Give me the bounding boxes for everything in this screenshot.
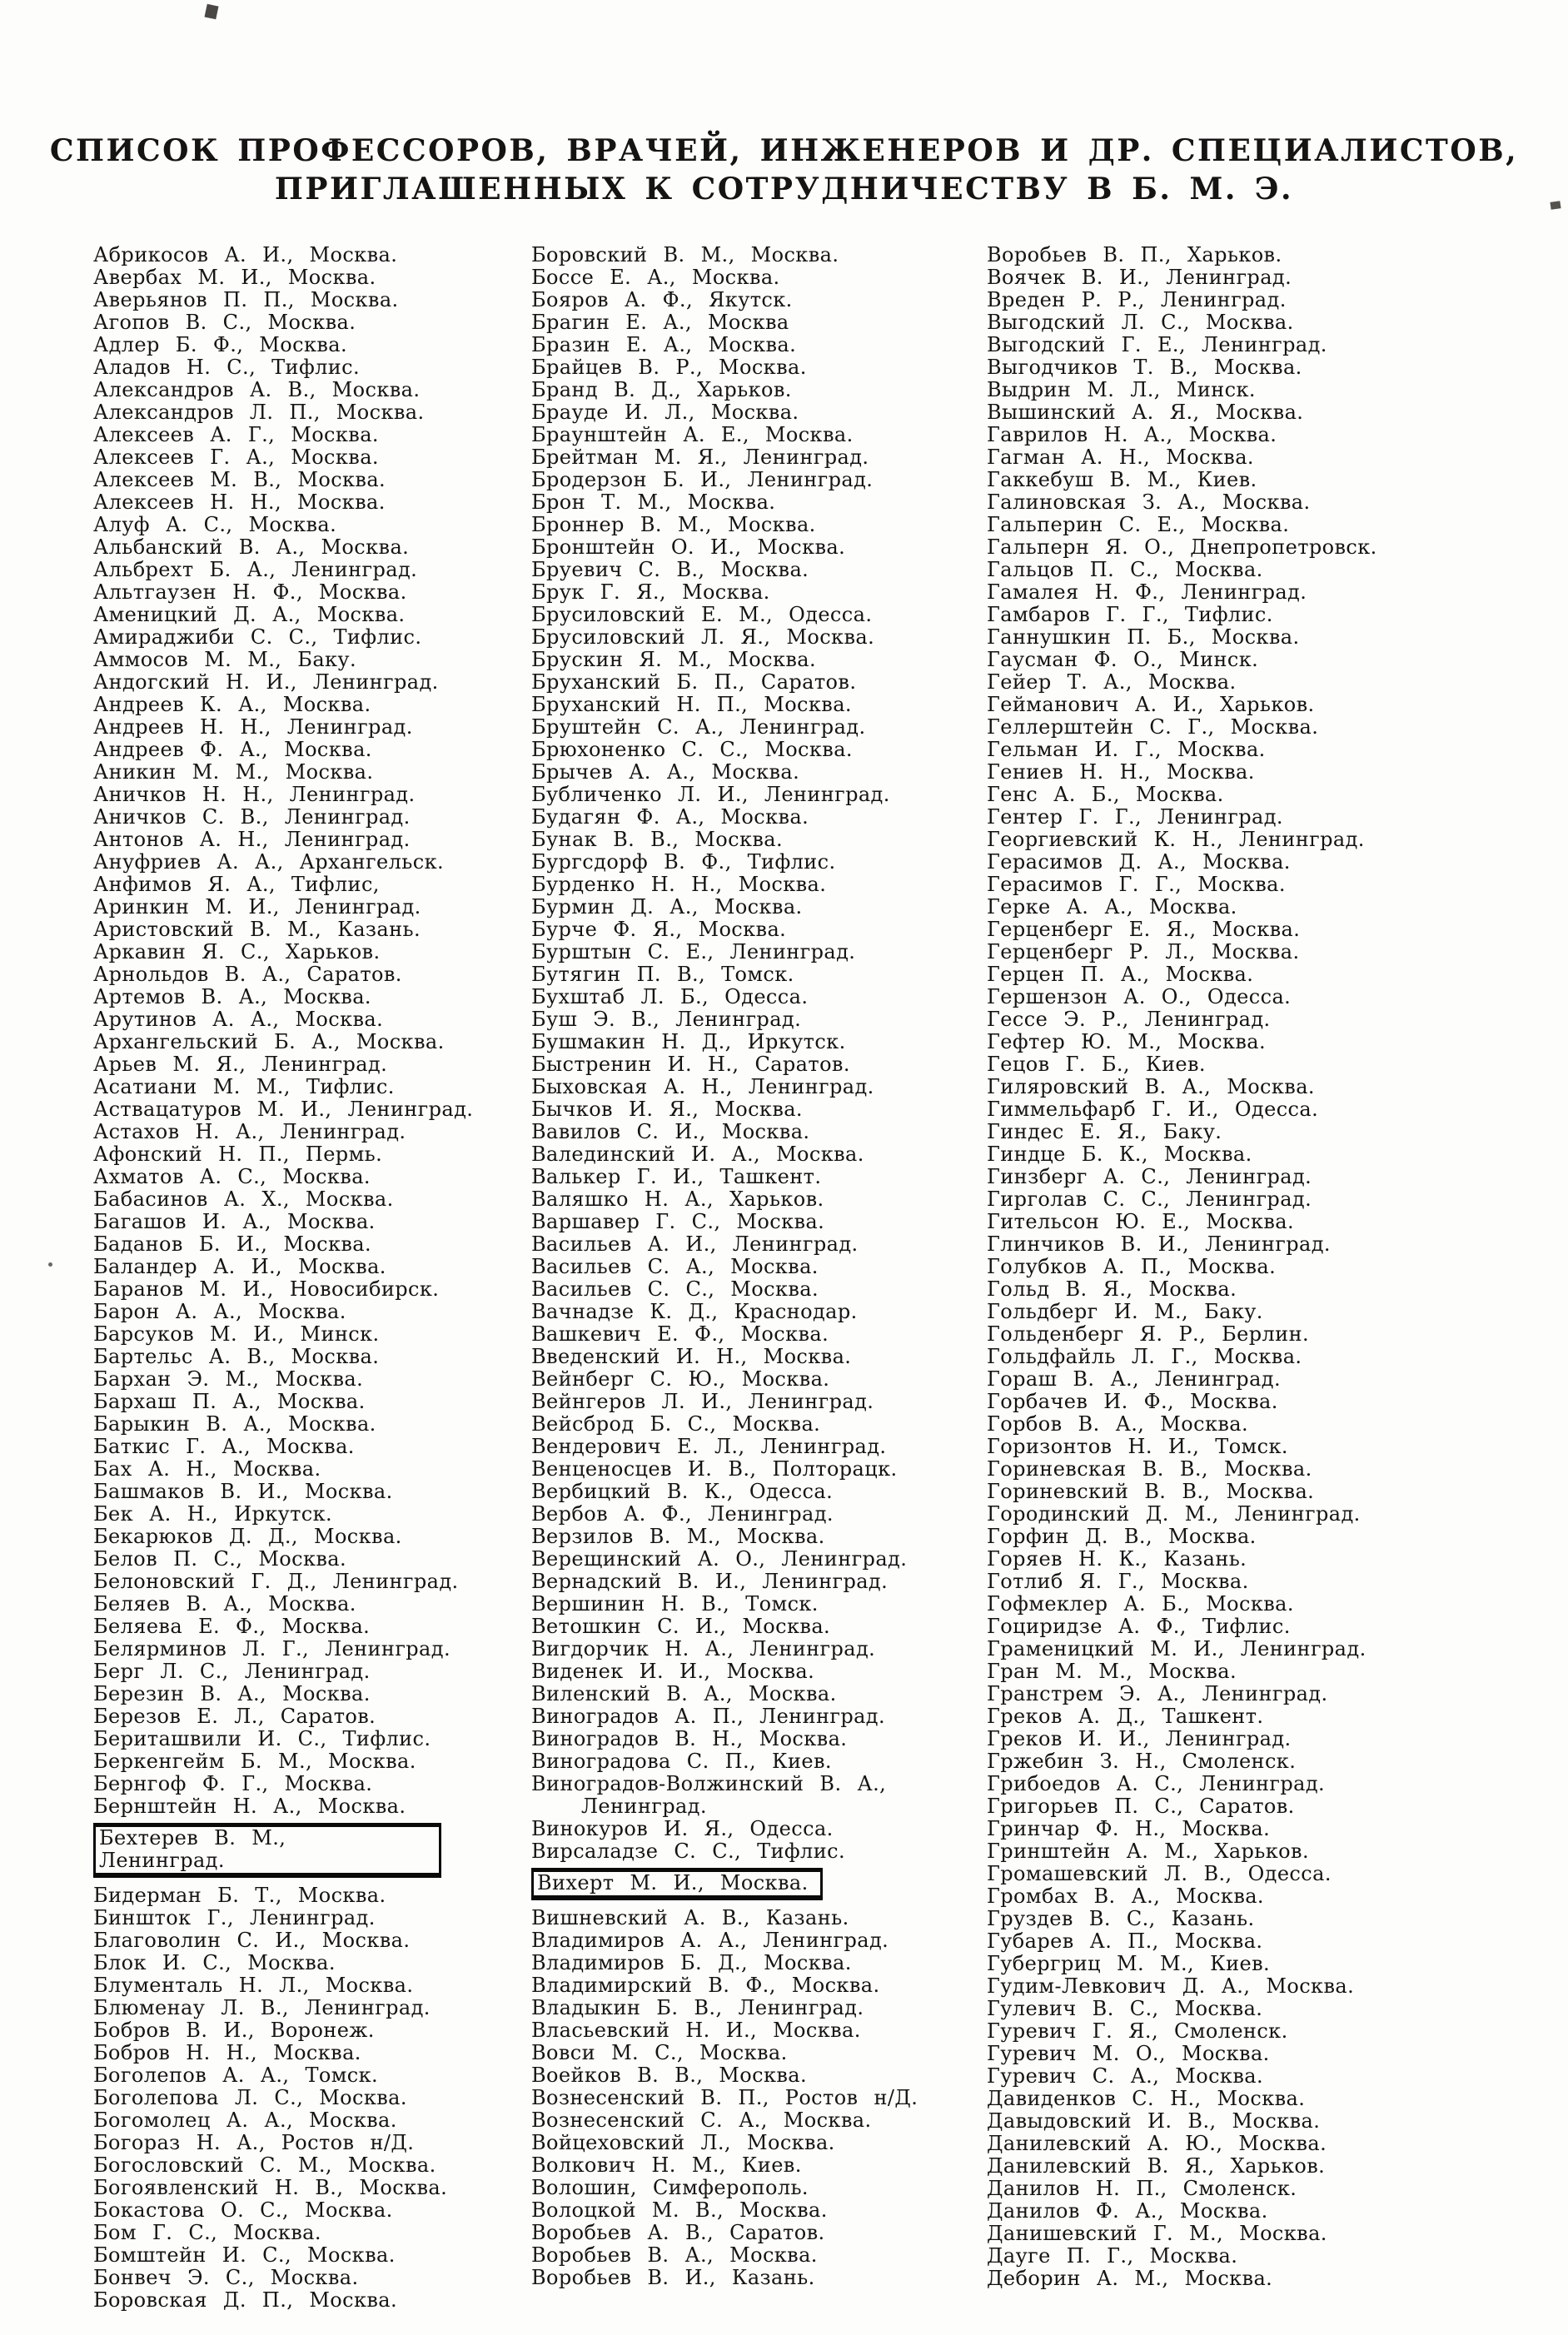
list-entry: Гаврилов Н. А., Москва. [987,423,1277,446]
list-entry: Гржебин З. Н., Смоленск. [987,1750,1297,1773]
list-entry: Андреев Ф. А., Москва. [93,738,372,761]
list-entry: Алексеев М. В., Москва. [93,468,386,491]
list-entry: Вышинский А. Я., Москва. [987,401,1304,424]
list-entry: Астахов Н. А., Ленинград. [93,1120,406,1143]
list-entry: Горяев Н. К., Казань. [987,1547,1247,1571]
list-entry: Андреев Н. Н., Ленинград. [93,715,413,739]
list-entry: Белярминов Л. Г., Ленинград. [93,1637,450,1660]
list-entry: Брусиловский Л. Я., Москва. [531,625,875,649]
list-entry: Бонвеч Э. С., Москва. [93,2266,359,2289]
list-entry: Брайцев В. Р., Москва. [531,356,807,379]
list-entry: Валяшко Н. А., Харьков. [531,1187,824,1211]
list-entry: Бруштейн С. А., Ленинград. [531,715,866,739]
list-entry: Аркавин Я. С., Харьков. [93,940,381,963]
list-entry: Венценосцев И. В., Полторацк. [531,1457,898,1481]
list-entry: Алексеев Г. А., Москва. [93,446,379,469]
list-entry: Герасимов Г. Г., Москва. [987,873,1286,896]
list-entry: Брычев А. А., Москва. [531,760,800,784]
boxed-entry: Вихерт М. И., Москва. [531,1868,823,1900]
list-entry: Бруханский Б. П., Саратов. [531,670,857,694]
list-entry: Абрикосов А. И., Москва. [93,243,398,266]
list-entry: Гиндес Е. Я., Баку. [987,1120,1222,1143]
list-entry: Александров А. В., Москва. [93,378,421,401]
list-entry: Гудим-Левкович Д. А., Москва. [987,1974,1355,1998]
list-entry: Воробьев А. В., Саратов. [531,2221,825,2244]
list-entry: Бом Г. С., Москва. [93,2221,321,2244]
list-entry: Березин В. А., Москва. [93,1682,371,1705]
list-entry: Бурмин Д. А., Москва. [531,895,803,919]
list-entry: Голубков А. П., Москва. [987,1255,1277,1278]
list-entry: Гамбаров Г. Г., Тифлис. [987,603,1273,626]
list-entry: Гиммельфарб Г. И., Одесса. [987,1098,1319,1121]
list-entry: Башмаков В. И., Москва. [93,1480,393,1503]
list-entry: Геллерштейн С. Г., Москва. [987,715,1319,739]
list-entry: Выгодский Л. С., Москва. [987,311,1294,334]
list-entry: Виноградова С. П., Киев. [531,1750,832,1773]
list-entry: Вейнберг С. Ю., Москва. [531,1367,830,1391]
list-entry: Аничков Н. Н., Ленинград. [93,783,416,806]
list-entry: Биншток Г., Ленинград. [93,1906,376,1929]
scan-artifact [204,4,218,20]
list-entry: Гиндце Б. К., Москва. [987,1143,1252,1166]
list-entry: Агопов В. С., Москва. [93,311,356,334]
list-entry: Андреев К. А., Москва. [93,693,371,716]
list-entry: Бабасинов А. Х., Москва. [93,1187,394,1211]
list-entry: Граменицкий М. И., Ленинград. [987,1637,1366,1660]
list-entry: Гальперн Я. О., Днепропетровск. [987,535,1377,559]
list-entry: Григорьев П. С., Саратов. [987,1795,1295,1818]
list-entry: Гентер Г. Г., Ленинград. [987,805,1283,829]
list-entry: Вознесенский С. А., Москва. [531,2108,872,2132]
list-entry: Бычков И. Я., Москва. [531,1098,803,1121]
list-entry: Браунштейн А. Е., Москва. [531,423,854,446]
list-entry: Будагян Ф. А., Москва. [531,805,809,829]
list-entry: Аменицкий Д. А., Москва. [93,603,406,626]
list-entry: Бобров Н. Н., Москва. [93,2041,361,2064]
list-entry: Вовси М. С., Москва. [531,2041,788,2064]
list-entry: Герценберг Р. Л., Москва. [987,940,1300,963]
list-entry: Васильев А. И., Ленинград. [531,1232,859,1256]
list-entry: Вознесенский В. П., Ростов н/Д. [531,2086,918,2109]
list-entry: Баранов М. И., Новосибирск. [93,1277,440,1301]
list-entry: Гецов Г. Б., Киев. [987,1053,1206,1076]
list-entry: Виноградов А. П., Ленинград. [531,1705,886,1728]
list-entry: Дауге П. Г., Москва. [987,2244,1238,2268]
list-entry: Богоявленский Н. В., Москва. [93,2176,448,2199]
list-entry: Георгиевский К. Н., Ленинград. [987,828,1365,851]
list-entry: Аладов Н. С., Тифлис. [93,356,361,379]
list-entry: Бах А. Н., Москва. [93,1457,321,1481]
list-entry: Гершензон А. О., Одесса. [987,985,1292,1008]
list-entry: Бронштейн О. И., Москва. [531,535,846,559]
list-entry: Анфимов Я. А., Тифлис, [93,873,380,896]
list-entry: Данилевский В. Я., Харьков. [987,2154,1326,2178]
list-entry: Бояров А. Ф., Якутск. [531,288,793,311]
list-entry: Бобров В. И., Воронеж. [93,2019,375,2042]
list-entry: Выдрин М. Л., Минск. [987,378,1256,401]
list-entry: Вендерович Е. Л., Ленинград. [531,1435,887,1458]
page-title [0,132,1568,208]
list-entry: Бродерзон Б. И., Ленинград. [531,468,874,491]
list-entry: Выгодчиков Т. В., Москва. [987,356,1302,379]
list-entry: Данишевский Г. М., Москва. [987,2222,1327,2245]
list-entry: Аствацатуров М. И., Ленинград. [93,1098,474,1121]
list-entry: Бомштейн И. С., Москва. [93,2243,396,2267]
list-entry: Арьев М. Я., Ленинград. [93,1053,388,1076]
list-entry: Горбачев И. Ф., Москва. [987,1390,1278,1413]
list-entry: Гамалея Н. Ф., Ленинград. [987,580,1307,604]
list-entry: Артемов В. А., Москва. [93,985,371,1008]
list-entry: Алексеев А. Г., Москва. [93,423,379,446]
list-entry: Владыкин Б. В., Ленинград. [531,1996,864,2019]
list-entry: Вреден Р. Р., Ленинград. [987,288,1287,311]
list-entry: Гениев Н. Н., Москва. [987,760,1255,784]
list-entry: Богословский С. М., Москва. [93,2153,436,2177]
list-entry: Алуф А. С., Москва. [93,513,337,536]
list-entry: Гран М. М., Москва. [987,1660,1237,1683]
list-entry: Герценберг Е. Я., Москва. [987,918,1301,941]
list-entry: Ахматов А. С., Москва. [93,1165,371,1188]
list-entry: Гагман А. Н., Москва. [987,446,1254,469]
list-entry: Брускин Я. М., Москва. [531,648,816,671]
list-entry: Блументаль Н. Л., Москва. [93,1974,414,1997]
list-entry: Гуревич С. А., Москва. [987,2064,1263,2088]
list-entry: Вейсброд Б. С., Москва. [531,1412,821,1436]
list-entry [93,1818,491,1884]
list-entry: Громашевский Л. В., Одесса. [987,1862,1332,1885]
list-entry: Вишневский А. В., Казань. [531,1906,849,1929]
list-entry: Виноградов В. Н., Москва. [531,1727,848,1750]
list-entry: Гейманович А. И., Харьков. [987,693,1315,716]
list-entry: Гуревич М. О., Москва. [987,2042,1270,2065]
list-entry: Брагин Е. А., Москва [531,311,789,334]
list-entry: Асатиани М. М., Тифлис. [93,1075,395,1098]
list-entry: Гиляровский В. А., Москва. [987,1075,1315,1098]
list-entry: Брауде И. Л., Москва. [531,401,799,424]
list-entry: Горбов В. А., Москва. [987,1412,1249,1436]
list-entry: Благоволин С. И., Москва. [93,1929,411,1952]
list-entry: Бухштаб Л. Б., Одесса. [531,985,809,1008]
list-entry: Арутинов А. А., Москва. [93,1008,384,1031]
list-entry: Давиденков С. Н., Москва. [987,2087,1306,2110]
list-entry: Бурче Ф. Я., Москва. [531,918,787,941]
list-entry: Бериташвили И. С., Тифлис. [93,1727,431,1750]
list-entry: Беркенгейм Б. М., Москва. [93,1750,416,1773]
list-entry: Глинчиков В. И., Ленинград. [987,1232,1331,1256]
list-entry: Архангельский Б. А., Москва. [93,1030,445,1053]
list-entry: Губарев А. П., Москва. [987,1929,1263,1953]
list-entry: Городинский Д. М., Ленинград. [987,1502,1361,1526]
list-entry: Альбрехт Б. А., Ленинград. [93,558,418,581]
list-entry: Громбах В. А., Москва. [987,1884,1264,1908]
list-entry: Буш Э. В., Ленинград. [531,1008,802,1031]
list-entry: Брук Г. Я., Москва. [531,580,770,604]
list-entry [531,1863,954,1907]
list-entry: Воейков В. В., Москва. [531,2064,808,2087]
page-title-line-1: СПИСОК ПРОФЕССОРОВ, ВРАЧЕЙ, ИНЖЕНЕРОВ И ДР. СПЕЦИАЛИСТОВ, [49,133,1519,168]
list-entry: Владимиров А. А., Ленинград. [531,1929,889,1952]
list-entry: Арнольдов В. А., Саратов. [93,963,402,986]
list-entry: Бекарюков Д. Д., Москва. [93,1525,402,1548]
list-entry: Вашкевич Е. Ф., Москва. [531,1322,829,1346]
list-entry: Аникин М. М., Москва. [93,760,374,784]
list-entry: Вербицкий В. К., Одесса. [531,1480,834,1503]
name-list-column-3 [987,244,1476,2290]
list-entry: Гессе Э. Р., Ленинград. [987,1008,1271,1031]
list-entry: Гинзберг А. С., Ленинград. [987,1165,1312,1188]
list-entry: Брон Т. М., Москва. [531,490,776,514]
list-entry: Боровская Д. П., Москва. [93,2288,398,2312]
list-entry: Данилевский А. Ю., Москва. [987,2132,1327,2155]
list-entry: Адлер Б. Ф., Москва. [93,333,348,356]
list-entry: Гольд В. Я., Москва. [987,1277,1237,1301]
list-entry: Бокастова О. С., Москва. [93,2198,393,2222]
list-entry: Гаккебуш В. М., Киев. [987,468,1257,491]
list-entry: Деборин А. М., Москва. [987,2267,1273,2290]
list-entry: Боголепова Л. С., Москва. [93,2086,407,2109]
list-entry: Бархаш П. А., Москва. [93,1390,366,1413]
list-entry: Бернгоф Ф. Г., Москва. [93,1772,373,1795]
list-entry: Воробьев В. П., Харьков. [987,243,1282,266]
list-entry: Гранстрем Э. А., Ленинград. [987,1682,1328,1705]
list-entry: Греков А. Д., Ташкент. [987,1705,1264,1728]
list-entry: Афонский Н. П., Пермь. [93,1143,383,1166]
list-entry: Гринчар Ф. Н., Москва. [987,1817,1271,1840]
list-entry: Данилов Ф. А., Москва. [987,2199,1268,2223]
list-entry: Варшавер Г. С., Москва. [531,1210,825,1233]
list-entry: Берг Л. С., Ленинград. [93,1660,371,1683]
list-entry: Бранд В. Д., Харьков. [531,378,792,401]
name-list-column-2 [531,244,954,2289]
list-entry: Авербах М. И., Москва. [93,266,376,289]
list-entry: Бартельс А. В., Москва. [93,1345,380,1368]
list-entry: Вирсаладзе С. С., Тифлис. [531,1840,845,1863]
list-entry: Выгодский Г. Е., Ленинград. [987,333,1327,356]
list-entry: Бек А. Н., Иркутск. [93,1502,333,1526]
list-entry: Аристовский В. М., Казань. [93,918,421,941]
list-entry: Ганнушкин П. Б., Москва. [987,625,1300,649]
list-entry: Герасимов Д. А., Москва. [987,850,1291,874]
list-entry: Антонов А. Н., Ленинград. [93,828,411,851]
list-entry: Гельман И. Г., Москва. [987,738,1266,761]
list-entry: Волошин, Симферополь. [531,2176,809,2199]
list-entry: Аммосов М. М., Баку. [93,648,356,671]
list-entry: Блюменау Л. В., Ленинград. [93,1996,431,2019]
list-entry: Валединский И. А., Москва. [531,1143,864,1166]
list-entry: Гольдфайль Л. Г., Москва. [987,1345,1302,1368]
list-entry: Воробьев В. А., Москва. [531,2243,818,2267]
list-entry: Бубличенко Л. И., Ленинград. [531,783,890,806]
list-entry: Васильев С. С., Москва. [531,1277,819,1301]
list-entry: Верещинский А. О., Ленинград. [531,1547,908,1571]
list-entry: Вигдорчик Н. А., Ленинград. [531,1637,876,1660]
list-entry: Боровский В. М., Москва. [531,243,839,266]
list-entry: Брейтман М. Я., Ленинград. [531,446,869,469]
list-entry: Баданов Б. И., Москва. [93,1232,372,1256]
list-entry: Брусиловский Е. М., Одесса. [531,603,873,626]
list-entry: Баткис Г. А., Москва. [93,1435,355,1458]
list-entry: Васильев С. А., Москва. [531,1255,819,1278]
list-entry: Винокуров И. Я., Одесса. [531,1817,834,1840]
list-entry: Вершинин Н. В., Томск. [531,1592,819,1616]
list-entry: Бушмакин Н. Д., Иркутск. [531,1030,846,1053]
list-entry: Вербов А. Ф., Ленинград. [531,1502,834,1526]
list-entry: Владимирский В. Ф., Москва. [531,1974,880,1997]
name-list-column-1 [93,244,491,2312]
list-entry: Гораш В. А., Ленинград. [987,1367,1281,1391]
list-entry: Герцен П. А., Москва. [987,963,1254,986]
list-entry: Воячек В. И., Ленинград. [987,266,1292,289]
list-entry: Гулевич В. С., Москва. [987,1997,1263,2020]
list-entry: Блок И. С., Москва. [93,1951,336,1974]
list-entry: Груздев В. С., Казань. [987,1907,1255,1930]
scan-artifact [48,1262,52,1267]
list-entry: Аничков С. В., Ленинград. [93,805,411,829]
list-entry: Горфин Д. В., Москва. [987,1525,1257,1548]
list-entry: Гориневский В. В., Москва. [987,1480,1315,1503]
list-entry: Бруевич С. В., Москва. [531,558,809,581]
list-entry: Амираджиби С. С., Тифлис. [93,625,422,649]
list-entry: Бруханский Н. П., Москва. [531,693,852,716]
list-entry: Валькер Г. И., Ташкент. [531,1165,822,1188]
list-entry: Гаусман Ф. О., Минск. [987,648,1259,671]
list-entry: Гринштейн А. М., Харьков. [987,1840,1309,1863]
list-entry: Броннер В. М., Москва. [531,513,816,536]
list-entry: Гейер Т. А., Москва. [987,670,1237,694]
list-entry: Гирголав С. С., Ленинград. [987,1187,1312,1211]
list-entry: Верзилов В. М., Москва. [531,1525,825,1548]
list-entry: Бурденко Н. Н., Москва. [531,873,827,896]
list-entry: Беляева Е. Ф., Москва. [93,1615,371,1638]
list-entry: Андогский Н. И., Ленинград. [93,670,439,694]
list-entry: Бидерман Б. Т., Москва. [93,1884,386,1907]
list-entry: Виденек И. И., Москва. [531,1660,815,1683]
list-entry: Вейнгеров Л. И., Ленинград. [531,1390,874,1413]
page-title-line-2: ПРИГЛАШЕННЫХ К СОТРУДНИЧЕСТВУ В Б. М. Э. [274,172,1294,207]
list-entry: Бархан Э. М., Москва. [93,1367,364,1391]
list-entry: Гольденберг Я. Р., Берлин. [987,1322,1309,1346]
list-entry: Греков И. И., Ленинград. [987,1727,1292,1750]
list-entry: Горизонтов Н. И., Томск. [987,1435,1288,1458]
list-entry: Боголепов А. А., Томск. [93,2064,379,2087]
list-entry: Березов Е. Л., Саратов. [93,1705,376,1728]
list-entry: Ануфриев А. А., Архангельск. [93,850,445,874]
list-entry: Быстренин И. Н., Саратов. [531,1053,850,1076]
list-entry: Гориневская В. В., Москва. [987,1457,1312,1481]
list-entry: Гоциридзе А. Ф., Тифлис. [987,1615,1291,1638]
list-entry: Бурштын С. Е., Ленинград. [531,940,856,963]
list-entry: Бунак В. В., Москва. [531,828,784,851]
list-entry: Альтгаузен Н. Ф., Москва. [93,580,407,604]
list-entry: Брюхоненко С. С., Москва. [531,738,853,761]
list-entry: Виноградов-Волжинский В. А., Ленинград. [531,1772,887,1818]
list-entry: Белоновский Г. Д., Ленинград. [93,1570,459,1593]
list-entry: Аверьянов П. П., Москва. [93,288,399,311]
list-entry: Данилов Н. П., Смоленск. [987,2177,1297,2200]
list-entry: Волкович Н. М., Киев. [531,2153,802,2177]
list-entry: Воробьев В. И., Казань. [531,2266,815,2289]
list-entry: Барон А. А., Москва. [93,1300,346,1323]
list-entry: Бутягин П. В., Томск. [531,963,794,986]
list-entry: Губергриц М. М., Киев. [987,1952,1271,1975]
list-entry: Багашов И. А., Москва. [93,1210,376,1233]
list-entry: Алексеев Н. Н., Москва. [93,490,386,514]
list-entry: Белов П. С., Москва. [93,1547,347,1571]
list-entry: Войцеховский Л., Москва. [531,2131,835,2154]
list-entry: Волоцкой М. В., Москва. [531,2198,828,2222]
list-entry: Богомолец А. А., Москва. [93,2108,397,2132]
list-entry: Александров Л. П., Москва. [93,401,425,424]
list-entry: Гуревич Г. Я., Смоленск. [987,2019,1288,2043]
list-entry: Готлиб Я. Г., Москва. [987,1570,1249,1593]
list-entry: Генс А. Б., Москва. [987,783,1224,806]
list-entry: Боссе Е. А., Москва. [531,266,780,289]
list-entry: Виленский В. А., Москва. [531,1682,837,1705]
list-entry: Вавилов С. И., Москва. [531,1120,810,1143]
boxed-entry: Бехтерев В. М., Ленинград. [93,1823,441,1878]
list-entry: Гофмеклер А. Б., Москва. [987,1592,1294,1616]
list-entry: Альбанский В. А., Москва. [93,535,410,559]
list-entry: Вачнадзе К. Д., Краснодар. [531,1300,858,1323]
list-entry: Владимиров Б. Д., Москва. [531,1951,852,1974]
list-entry: Аринкин М. И., Ленинград. [93,895,421,919]
list-entry: Бургсдорф В. Ф., Тифлис. [531,850,836,874]
list-entry: Гефтер Ю. М., Москва. [987,1030,1267,1053]
list-entry: Бразин Е. А., Москва. [531,333,797,356]
list-entry: Гольдберг И. М., Баку. [987,1300,1263,1323]
list-entry: Герке А. А., Москва. [987,895,1237,919]
list-entry: Власьевский Н. И., Москва. [531,2019,861,2042]
list-entry: Гительсон Ю. Е., Москва. [987,1210,1295,1233]
list-entry: Давыдовский И. В., Москва. [987,2109,1321,2133]
list-entry: Гальперин С. Е., Москва. [987,513,1290,536]
list-entry: Барсуков М. И., Минск. [93,1322,380,1346]
list-entry: Быховская А. Н., Ленинград. [531,1075,874,1098]
list-entry: Вернадский В. И., Ленинград. [531,1570,889,1593]
list-entry: Баландер А. И., Москва. [93,1255,386,1278]
list-entry: Грибоедов А. С., Ленинград. [987,1772,1326,1795]
list-entry: Богораз Н. А., Ростов н/Д. [93,2131,415,2154]
list-entry: Ветошкин С. И., Москва. [531,1615,831,1638]
list-entry: Введенский И. Н., Москва. [531,1345,852,1368]
list-entry: Барыкин В. А., Москва. [93,1412,376,1436]
list-entry: Гальцов П. С., Москва. [987,558,1263,581]
list-entry: Галиновская З. А., Москва. [987,490,1311,514]
list-entry: Беляев В. А., Москва. [93,1592,356,1616]
list-entry: Бернштейн Н. А., Москва. [93,1795,406,1818]
